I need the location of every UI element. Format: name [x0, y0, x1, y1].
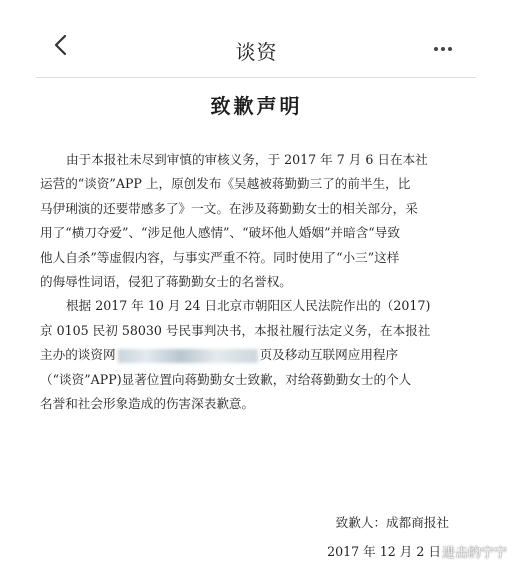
- paragraph-1-line-2: 运营的“谈资”APP 上，原创发布《吴越被蒋勤勤三了的前半生，比: [40, 176, 411, 192]
- website-suffix-text: 页及移动互联网应用程序: [259, 347, 399, 363]
- paragraph-2-line-2: 京 0105 民初 58030 号民事判决书，本报社履行法定义务，在本报社: [40, 322, 431, 338]
- signer: 致歉人：成都商报社: [335, 515, 449, 530]
- paragraph-2-line-1: 根据 2017 年 10 月 24 日北京市朝阳区人民法院作出的（2017): [66, 298, 431, 314]
- paragraph-1-line-1: 由于本报社未尽到审慎的审核义务，于 2017 年 7 月 6 日在本社: [66, 152, 428, 167]
- website-prefix-text: 主办的谈资网: [40, 347, 116, 363]
- paragraph-1-line-5: 他人自杀”等虚假内容，与事实严重不符。同时使用了“小三”这样: [40, 249, 400, 265]
- signature-date: 2017 年 12 月 2 日: [327, 544, 441, 559]
- paragraph-1-line-6: 的侮辱性词语，侵犯了蒋勤勤女士的名誉权。: [40, 274, 292, 290]
- blurred-url: [118, 349, 258, 363]
- more-horizontal-icon[interactable]: [433, 46, 453, 52]
- top-navigation-bar: [0, 0, 513, 78]
- paragraph-1-line-3: 马伊琍演的还要带感多了》一文。在涉及蒋勤勤女士的相关部分，采: [40, 200, 418, 216]
- paragraph-1-line-4: 用了“横刀夺爱”、“涉足他人感情”、“破坏他人婚姻”并暗含“导致: [40, 225, 400, 241]
- paragraph-2-line-3: [40, 343, 460, 367]
- paragraph-2-line-4: （“谈资”APP)显著位置向蒋勤勤女士致歉，对给蒋勤勤女士的个人: [40, 371, 412, 387]
- document-body: [40, 148, 460, 416]
- document-title: 致歉声明: [210, 94, 303, 118]
- watermark: 进击的宁宁: [441, 546, 507, 561]
- paragraph-2-line-5: 名誉和社会形象造成的伤害深表歉意。: [40, 396, 255, 412]
- nav-title: 谈资: [235, 40, 278, 64]
- header-divider: [36, 77, 476, 78]
